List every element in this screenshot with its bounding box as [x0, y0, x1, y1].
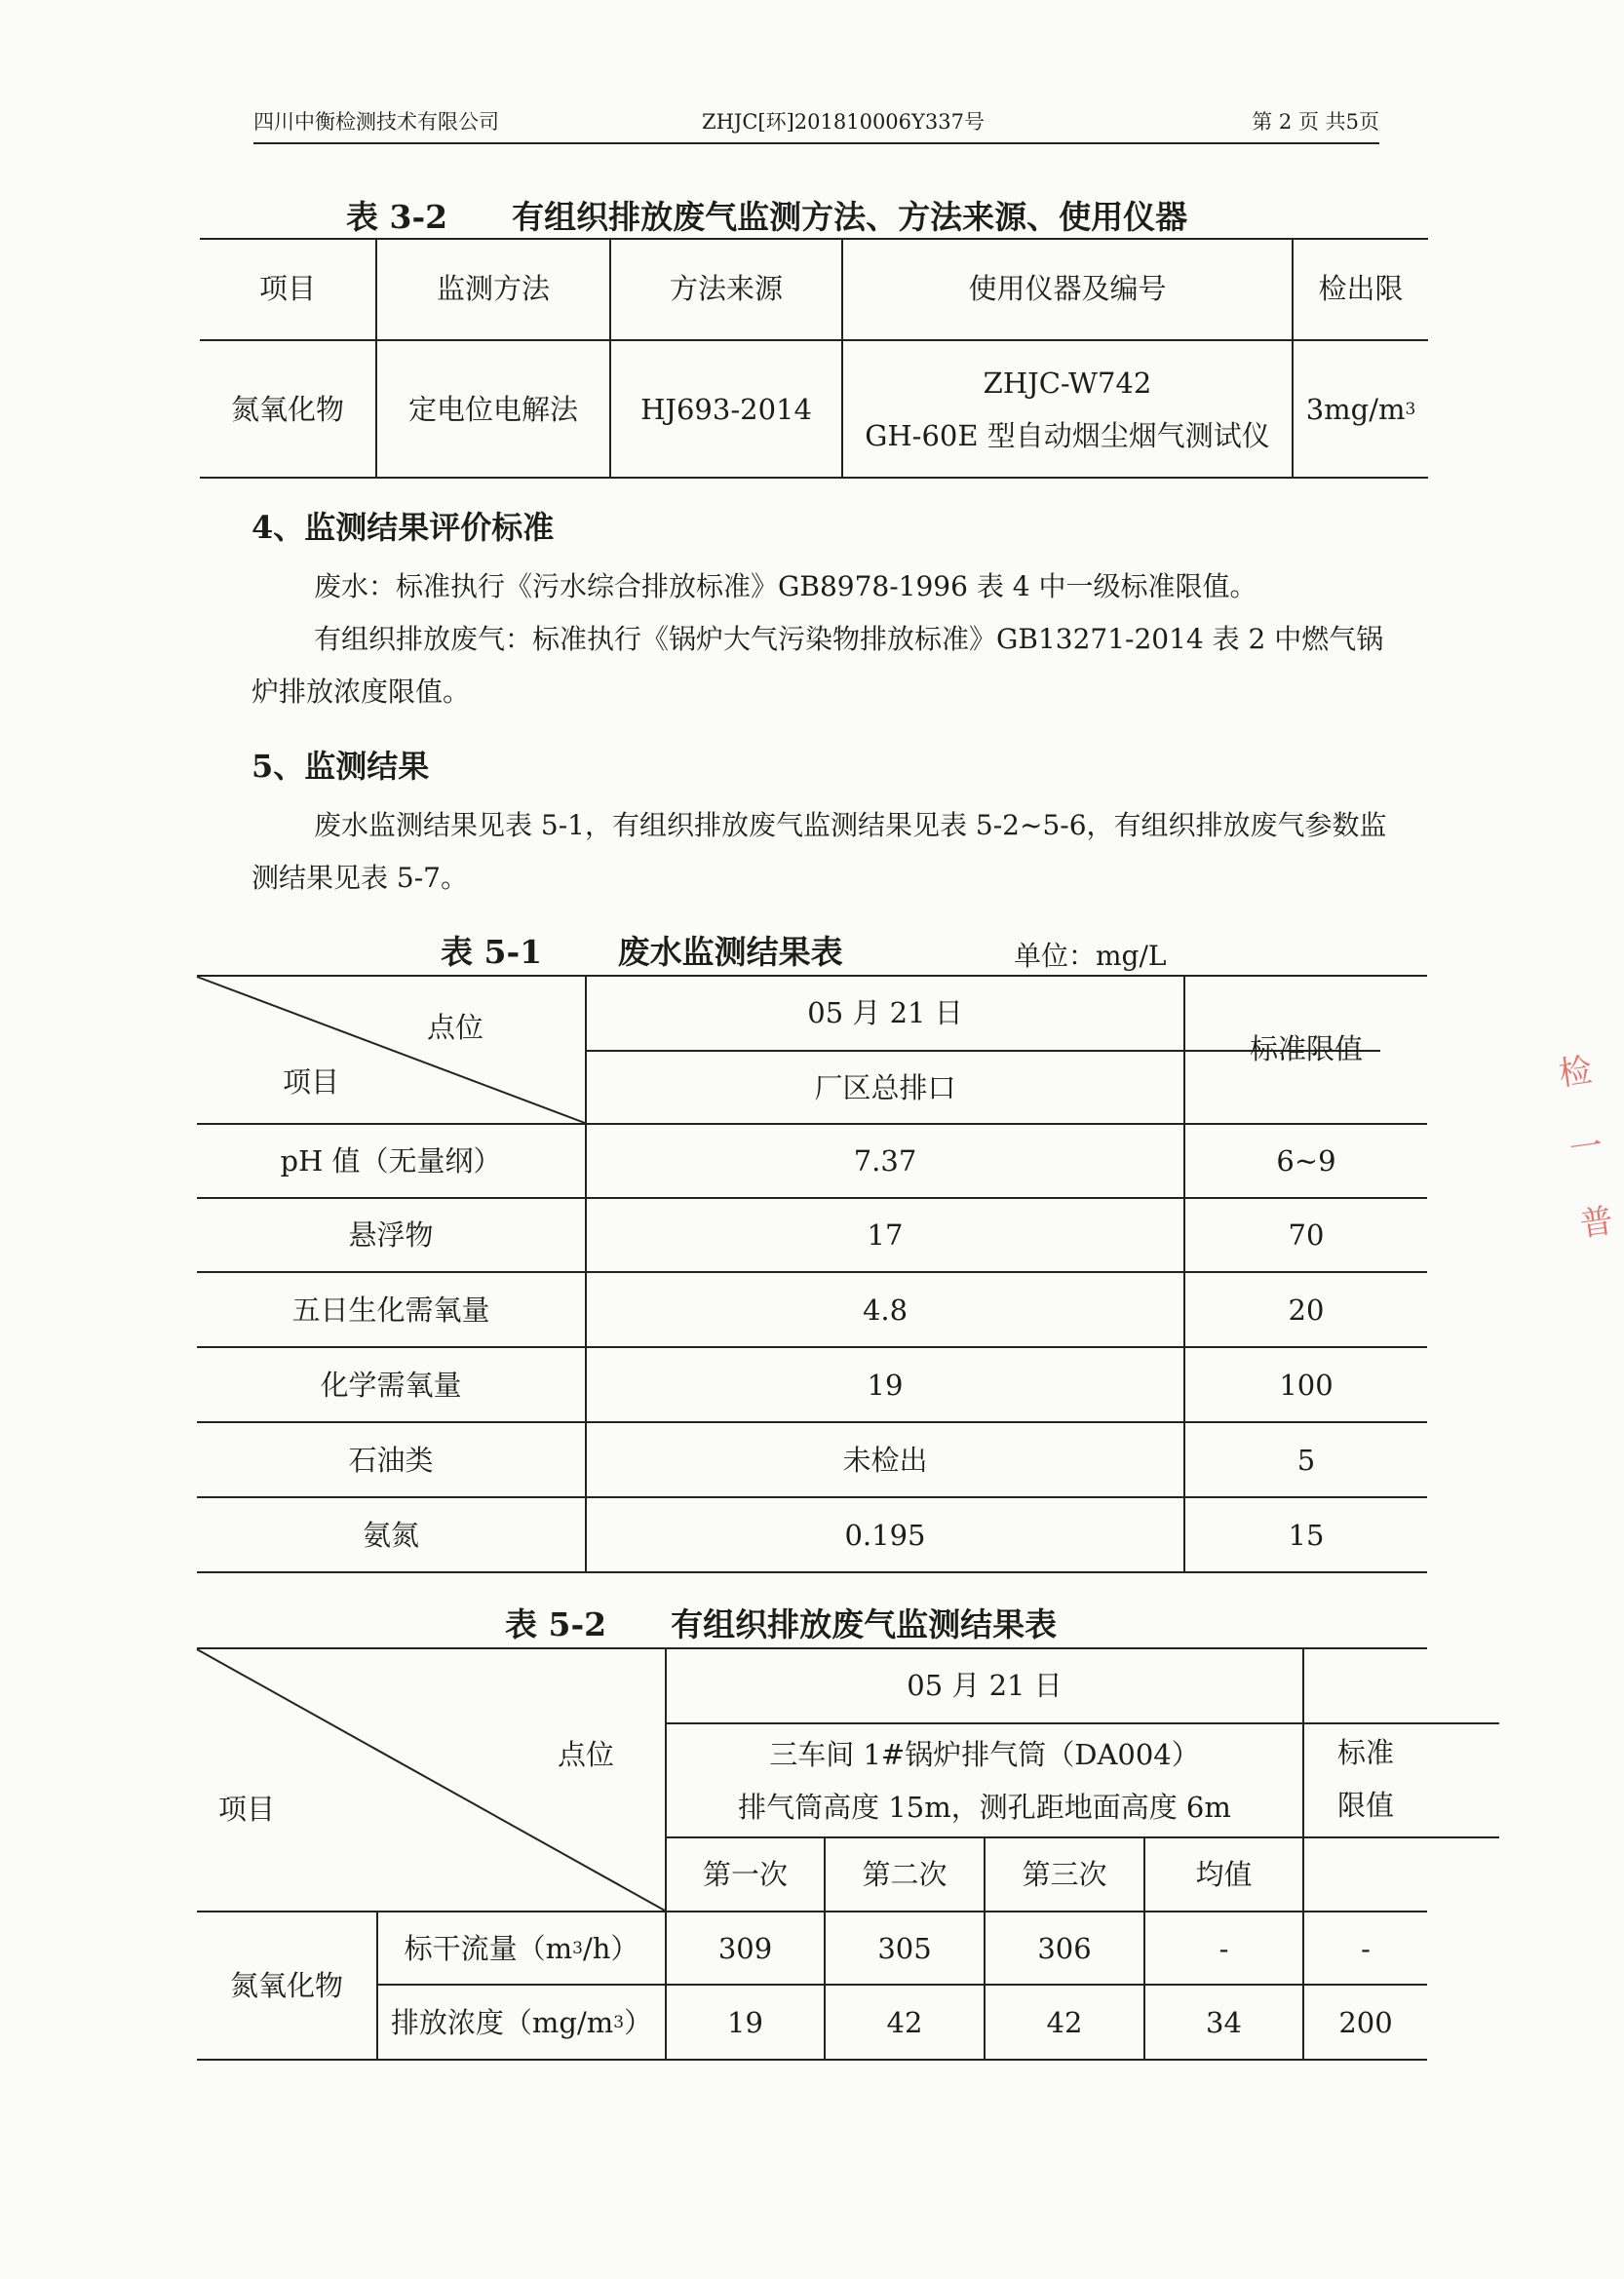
- table-row-item: 氨氮: [362, 1518, 419, 1552]
- run-header: 均值: [1195, 1858, 1253, 1891]
- std-header-line-1: 标准: [1336, 1736, 1394, 1769]
- row-source: HJ693-2014: [640, 392, 812, 426]
- location-header: [667, 1724, 1302, 1836]
- table-cell-std: -: [1361, 1931, 1371, 1965]
- run-header: 第三次: [1022, 1858, 1107, 1891]
- table-cell-std: 200: [1338, 2005, 1393, 2039]
- table-cell: 306: [1037, 1931, 1092, 1965]
- table-cell: 305: [877, 1931, 932, 1965]
- table-row-std: 70: [1288, 1218, 1325, 1252]
- row-instrument: [843, 341, 1292, 477]
- table-row-item: pH 值（无量纲）: [280, 1144, 502, 1178]
- table-cell: 309: [717, 1931, 773, 1965]
- table-cell: 42: [1046, 2005, 1083, 2039]
- corner-item-label: 项目: [218, 1793, 276, 1826]
- table-row-std: 20: [1288, 1293, 1325, 1327]
- page-header: [253, 107, 1379, 144]
- corner-point-label: 点位: [558, 1738, 615, 1771]
- run-header: 第一次: [702, 1858, 788, 1891]
- header-rule: [253, 142, 1379, 144]
- std-header-line-2: 限值: [1336, 1789, 1394, 1822]
- date-header: 05 月 21 日: [907, 1668, 1063, 1702]
- table-row-value: 17: [867, 1218, 904, 1252]
- table-row-item: 化学需氧量: [320, 1368, 462, 1402]
- table-5-2: [197, 1647, 1427, 2063]
- table-row-item: 悬浮物: [348, 1218, 434, 1252]
- col-header-limit: 检出限: [1318, 272, 1404, 305]
- table-row-item: 石油类: [348, 1443, 434, 1477]
- section-5-para: 废水监测结果见表 5-1，有组织排放废气监测结果见表 5-2~5-6，有组织排放废气参数监测结果见表 5-7。: [251, 809, 1387, 894]
- col-header-item: 项目: [258, 272, 316, 305]
- table-row-value: 0.195: [844, 1518, 926, 1552]
- col-header-source: 方法来源: [669, 272, 783, 305]
- seal-stamp: 检 一 普: [1556, 1051, 1616, 1245]
- table-3-2-title: 表 3-2 有组织排放废气监测方法、方法来源、使用仪器: [346, 198, 1188, 236]
- row-method: 定电位电解法: [407, 392, 578, 426]
- table-3-2: [200, 238, 1428, 482]
- col-header-instrument: 使用仪器及编号: [968, 272, 1167, 305]
- corner-diagonal: [197, 1647, 667, 1912]
- table-row-std: 15: [1288, 1518, 1325, 1552]
- table-cell: 19: [727, 2005, 763, 2039]
- table-row-std: 6~9: [1276, 1144, 1336, 1178]
- table-5-2-title: 表 5-2 有组织排放废气监测结果表: [505, 1605, 1058, 1643]
- instrument-code: ZHJC-W742: [983, 366, 1152, 400]
- table-row-item: 五日生化需氧量: [291, 1293, 490, 1327]
- table-row-value: 未检出: [842, 1443, 928, 1477]
- corner-diagonal: [197, 975, 587, 1125]
- table-5-1: [197, 975, 1427, 1575]
- section-4-heading: 4、监测结果评价标准: [251, 509, 555, 546]
- date-header: 05 月 21 日: [807, 995, 963, 1029]
- section-5-heading: 5、监测结果: [251, 748, 430, 785]
- table-row-value: 19: [867, 1368, 904, 1402]
- table-5-1-unit: 单位：mg/L: [1014, 940, 1167, 972]
- table-row-value: 7.37: [853, 1144, 917, 1178]
- table-cell: -: [1218, 1931, 1229, 1965]
- instrument-name: GH-60E 型自动烟尘烟气测试仪: [865, 418, 1270, 452]
- std-header: [1304, 1647, 1427, 1911]
- section-4-para-2: 有组织排放废气：标准执行《锅炉大气污染物排放标准》GB13271-2014 表 2 中燃气锅炉排放浓度限值。: [251, 623, 1384, 708]
- location-line-2: 排气筒高度 15m，测孔距地面高度 6m: [738, 1790, 1231, 1824]
- run-header: 第二次: [862, 1858, 947, 1891]
- company-name: 四川中衡检测技术有限公司: [253, 110, 499, 134]
- table-row-value: 4.8: [862, 1293, 909, 1327]
- location-line-1: 三车间 1#锅炉排气筒（DA004）: [769, 1737, 1200, 1771]
- table-5-1-title: 表 5-1 废水监测结果表: [441, 933, 843, 971]
- table-row-std: 100: [1279, 1368, 1334, 1402]
- report-number: ZHJC[环]201810006Y337号: [702, 110, 985, 134]
- row-item: 氮氧化物: [230, 392, 344, 426]
- corner-point-label: 点位: [427, 1011, 484, 1044]
- location-header: 厂区总排口: [814, 1070, 956, 1104]
- table-cell: 42: [886, 2005, 923, 2039]
- table-cell: 34: [1206, 2005, 1242, 2039]
- col-header-method: 监测方法: [436, 272, 550, 305]
- group-label: 氮氧化物: [229, 1969, 343, 2002]
- section-4-para-1: 废水：标准执行《污水综合排放标准》GB8978-1996 表 4 中一级标准限值。: [314, 570, 1257, 602]
- param-label: 排放浓度（mg/m 3 ）: [390, 2005, 653, 2039]
- row-limit: 3mg/m 3: [1294, 341, 1428, 477]
- page-number: 第 2 页 共5页: [1252, 110, 1379, 134]
- std-header: 标准限值: [1249, 1032, 1363, 1065]
- limit-value: 3mg/m: [1305, 392, 1406, 426]
- param-label: 标干流量（m 3 /h）: [404, 1931, 639, 1965]
- corner-item-label: 项目: [283, 1065, 340, 1099]
- table-row-std: 5: [1296, 1443, 1316, 1477]
